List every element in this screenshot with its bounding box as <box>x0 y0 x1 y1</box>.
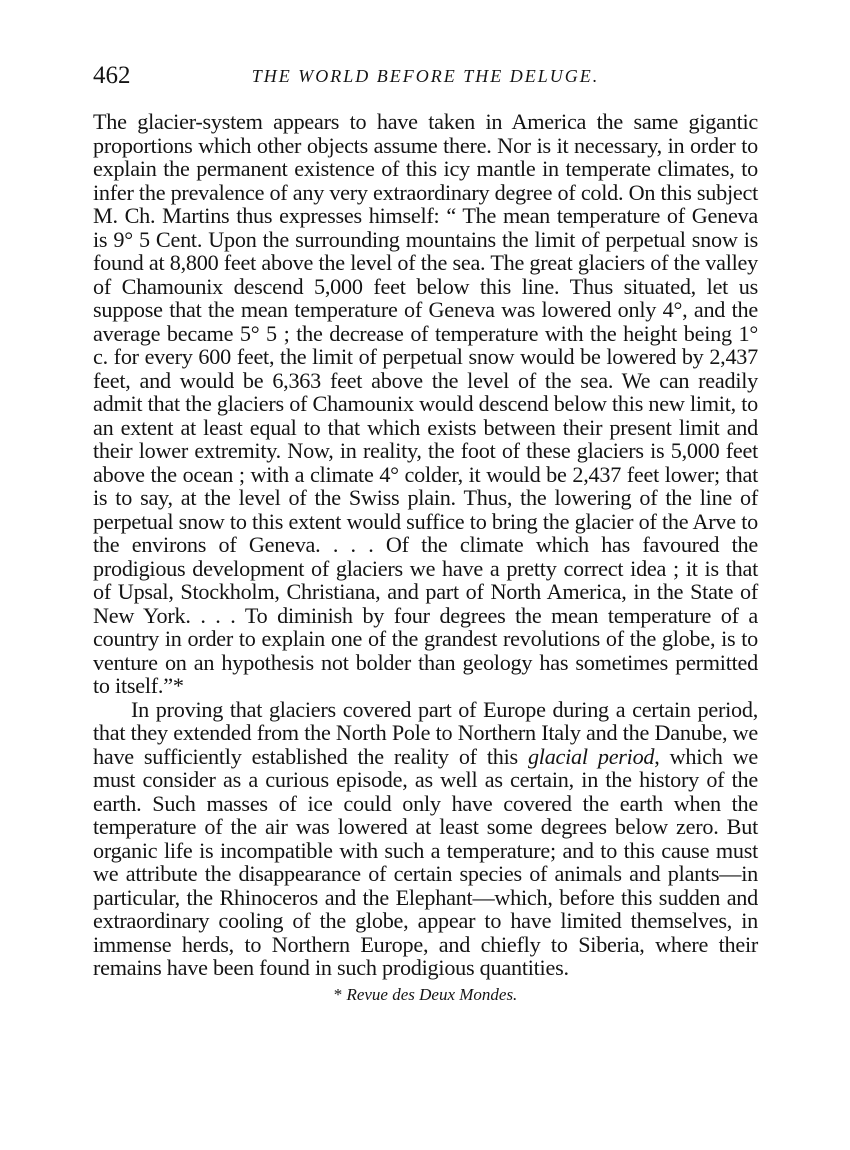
footnote-source-title: Revue des Deux Mondes. <box>346 984 518 1004</box>
footnote <box>93 984 758 1006</box>
footnote-marker: * <box>333 984 343 1004</box>
paragraph-2-text-after: , which we must consider as a curious episode, as well as certain, in the history of the earth. Such masses of ice could only have covered the earth when the temperature of the air was lowered at least some degrees below zero. But organic life is incompatible with such a temperature; and to this cause must we attribute the disappearance of certain species of animals and plants—in particular, the Rhinoceros and the Elephant—which, before this sudden and extraordinary cooling of the globe, appear to have limited themselves, in immense herds, to Northern Europe, and chiefly to Siberia, where their remains have been found in such prodigious quantities. <box>93 743 758 980</box>
body-paragraph-1: The glacier-system appears to have taken in America the same gigantic proportions which other objects assume there. Nor is it necessary, in order to explain the permanent existence of this icy mantle in temperate climates, to infer the prevalence of any very extraordinary degree of cold. On this subject M. Ch. Martins thus expresses himself: “ The mean temperature of Geneva is 9° 5 Cent. Upon the surrounding mountains the limit of perpetual snow is found at 8,800 feet above the level of the sea. The great glaciers of the valley of Chamounix descend 5,000 feet below this line. Thus situated, let us suppose that the mean temperature of Geneva was lowered only 4°, and the average became 5° 5 ; the decrease of temperature with the height being 1° c. for every 600 feet, the limit of perpetual snow would be lowered by 2,437 feet, and would be 6,363 feet above the level of the sea. We can readily admit that the glaciers of Chamounix would descend below this new limit, to an extent at least equal to that which exists between their present limit and their lower extremity. Now, in reality, the foot of these glaciers is 5,000 feet above the ocean ; with a climate 4° colder, it would be 2,437 feet lower; that is to say, at the level of the Swiss plain. Thus, the lowering of the line of perpetual snow to this extent would suffice to bring the glacier of the Arve to the environs of Geneva. . . . Of the climate which has favoured the prodigious development of glaciers we have a pretty correct idea ; it is that of Upsal, Stockholm, Christiana, and part of North America, in the State of New York. . . . To diminish by four degrees the mean temperature of a country in order to explain one of the grandest revolutions of the globe, is to venture on an hypothesis not bolder than geology has sometimes permitted to itself.”* <box>93 109 758 698</box>
glacial-period-emphasis: glacial period <box>527 743 655 769</box>
book-page <box>93 58 758 1006</box>
paragraph-2-text-before: In proving that glaciers covered part of Europe during a certain period, that they extended from the North Pole to Northern Italy and the Danube, we have sufficiently established the reality of this <box>93 696 758 769</box>
body-paragraph-2 <box>93 698 758 980</box>
page-header <box>93 58 758 94</box>
page-number: 462 <box>93 62 131 89</box>
running-title: THE WORLD BEFORE THE DELUGE. <box>251 66 600 86</box>
